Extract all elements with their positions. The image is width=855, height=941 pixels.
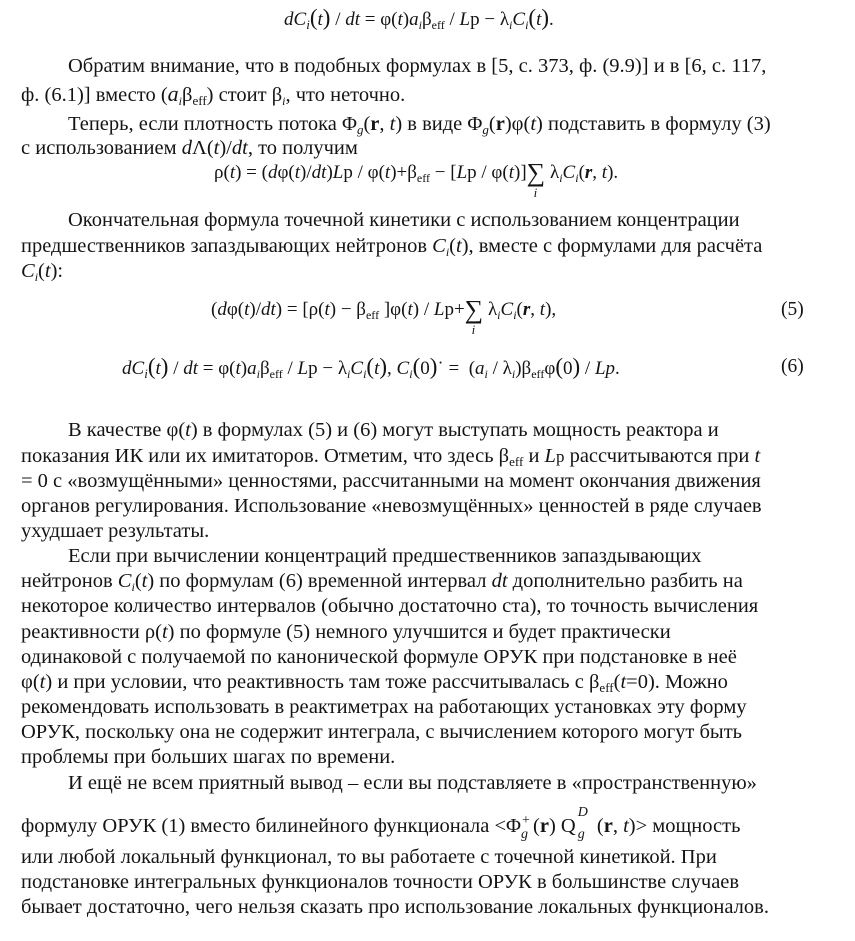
paragraph-5-line-5: одинаковой с получаемой по канонической формуле ОРУК при подстановке в неё — [21, 646, 737, 668]
paragraph-4-line-2: показания ИК или их имитаторов. Отметим, что здесь $\beta_{eff}$ и Lp рассчитываются при t — [21, 445, 761, 469]
paragraph-5-line-1: Если при вычислении концентраций предшественников запаздывающих — [68, 545, 702, 567]
paragraph-6-line-3: или любой локальный функционал, то вы работаете с точечной кинетикой. При — [21, 846, 717, 868]
paragraph-4-line-3: = 0 с «возмущёнными» ценностями, рассчитанными на момент окончания движения — [21, 470, 761, 492]
paragraph-2-line-2: с использованием dΛ(t)/dt, то получим — [21, 137, 358, 159]
paragraph-5-line-7: рекомендовать использовать в реактиметрах на работающих установках эту форму — [21, 696, 747, 718]
paragraph-5-line-3: некоторое количество интервалов (обычно достаточно ста), то точность вычисления — [21, 595, 759, 617]
equation-top: $dC_i(t)$ / dt = $\varphi(t)a_i\beta_{eff} / Lp - \lambda_iC_i(t)$. — [284, 5, 554, 32]
equation-6-number: (6) — [781, 356, 804, 377]
equation-5: $(d\varphi(t)/dt) = [\rho(t) - \beta_{eff}$ ]φ(t) / Lp+∑ i $\lambda_iC_i(r$, t), — [211, 295, 557, 337]
paragraph-5-line-8: ОРУК, поскольку она не содержит интеграла, с вычислением которого могут быть — [21, 721, 743, 743]
paragraph-5-line-2: нейтронов $C_i(t)$ по формулам (6) временной интервал dt дополнительно разбить на — [21, 570, 743, 594]
paragraph-4-line-4: органов регулирования. Использование «невозмущённых» ценностей в ряде случаев — [21, 495, 762, 517]
paragraph-5-line-9: проблемы при больших шагах по времени. — [21, 746, 396, 768]
paragraph-3-line-2: предшественников запаздывающих нейтронов $C_i(t)$, вместе с формулами для расчёта — [21, 235, 763, 259]
equation-rho: $\rho(t) = (d\varphi(t)/dt)Lp / \varphi(t)+\beta_{eff} - [Lp / \varphi(t)]\sum$ i $\lambda_iC_i(r$, t). — [214, 158, 619, 200]
paragraph-5-line-4: реактивности ρ(t) по формуле (5) немного улучшится и будет практически — [21, 621, 671, 643]
paragraph-5-line-6: φ(t) и при условии, что реактивность там тоже рассчитывалась с $\beta_{eff}(t=0)$. Можно — [21, 671, 728, 695]
paragraph-1-line-1: Обратим внимание, что в подобных формулах в [5, с. 373, ф. (9.9)] и в [6, с. 117, — [68, 55, 767, 77]
paragraph-4-line-1: В качестве φ(t) в формулах (5) и (6) могут выступать мощность реактора и — [68, 419, 719, 441]
paragraph-3-line-3: $C_i(t)$: — [21, 260, 64, 284]
paragraph-6-line-1: И ещё не всем приятный вывод – если вы подставляете в «пространственную» — [68, 772, 757, 794]
paragraph-6-line-2: формулу ОРУК (1) вместо билинейного функционала <Φ + g (r) Q D g (r, t)> мощность — [21, 805, 741, 842]
paragraph-1-line-2: ф. (6.1)] вместо $(a_i\beta_{eff})$ стоит $\beta_i$, что неточно. — [21, 81, 406, 108]
equation-6: $dC_i(t)$ / dt = $\varphi(t)a_i\beta_{eff} / Lp - \lambda_iC_i(t)$, $C_i(0)˙ = (a_i / \lambda_i)\beta_{eff}\varphi(0) / Lp$. — [122, 354, 620, 381]
equation-5-number: (5) — [781, 299, 804, 320]
paragraph-4-line-5: ухудшает результаты. — [21, 520, 210, 542]
paragraph-3-line-1: Окончательная формула точечной кинетики с использованием концентрации — [68, 209, 740, 231]
paragraph-6-line-5: бывает достаточно, чего нельзя сказать про использование локальных функционалов. — [21, 896, 769, 918]
paragraph-6-line-4: подстановке интегральных функционалов точности ОРУК в большинстве случаев — [21, 871, 740, 893]
paragraph-2-line-1: Теперь, если плотность потока $\Phi_g(r$, t) в виде $\Phi_g(r)\varphi(t)$ подставить в формулу (3) — [68, 113, 771, 137]
